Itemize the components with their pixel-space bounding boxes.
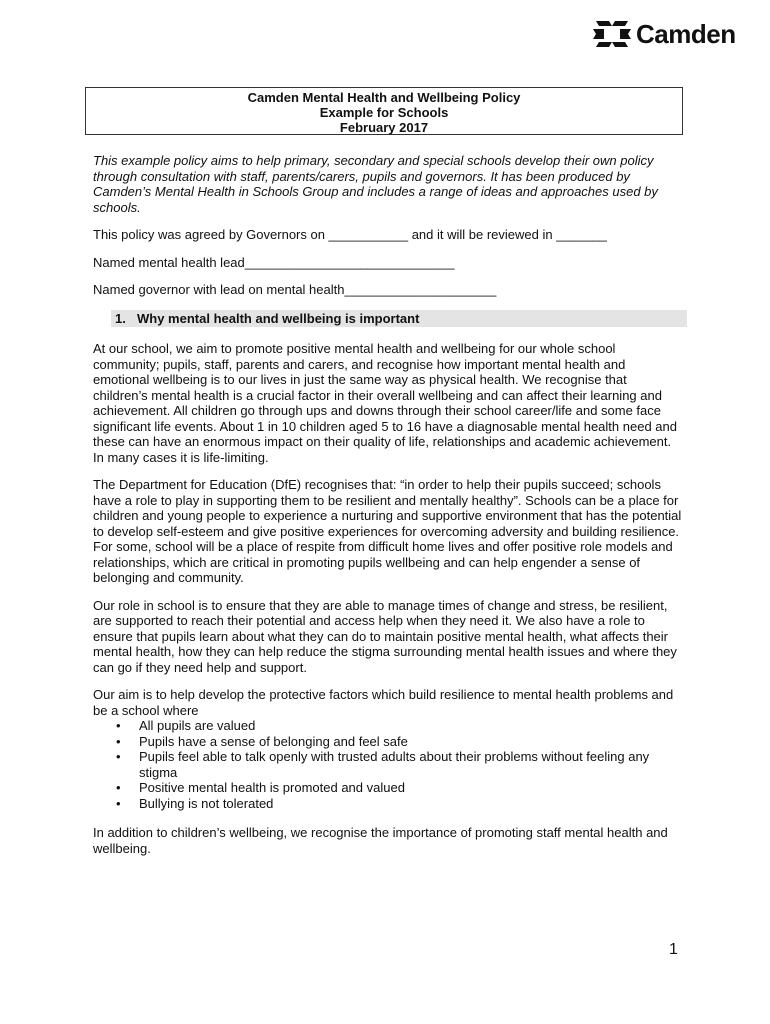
intro-paragraph: This example policy aims to help primary, secondary and special schools develop their own policy through consultation with staff, parents/carers, pupils and governors. It has been produced by Camden’s Mental Health in Schools Group and includes a range of ideas and approaches used by schools. [93, 153, 658, 215]
paragraph: Our role in school is to ensure that they are able to manage times of change and stress, be resilient, are supported to reach their potential and access help when they need it. We also have a role to ensure that pupils learn about what they can do to maintain positive mental health, what affects their mental health, how they can help reduce the stigma surrounding mental health issues and where they can go if they need help and support. [93, 597, 677, 675]
mental-health-lead-field: Named mental health lead_____________________________ [93, 254, 455, 270]
list-item: • Positive mental health is promoted and valued [139, 780, 683, 796]
paragraph: The Department for Education (DfE) recognises that: “in order to help their pupils succeed; schools have a role to play in supporting them to be resilient and mentally healthy”. Schools can be a place for children and young people to experience a nurturing and supportive environment that has the potential to develop self-esteem and give positive experiences for overcoming adversity and building resilience. For some, school will be a place of respite from difficult home lives and offer positive role models and relationships, which are critical in promoting pupils wellbeing and can help engender a sense of belonging and community. [93, 477, 682, 585]
list-item: • Pupils feel able to talk openly with trusted adults about their problems without feeling any stigma [139, 749, 683, 780]
section-heading [111, 310, 687, 328]
protective-factors-list [93, 718, 683, 811]
camden-logo [592, 18, 736, 50]
document-subtitle: Example for Schools [319, 105, 449, 120]
governor-lead-field: Named governor with lead on mental health_____________________ [93, 282, 497, 297]
document-title: Camden Mental Health and Wellbeing Policy [247, 90, 521, 105]
paragraph: At our school, we aim to promote positive mental health and wellbeing for our whole school community; pupils, staff, parents and carers, and recognise how important mental health and emotional wellbeing is to our lives in just the same way as physical health. We recognise that children’s mental health is a crucial factor in their overall wellbeing and can affect their learning and achievement. All children go through ups and downs through their school career/life and some face significant life events. About 1 in 10 children aged 5 to 16 have a diagnosable mental health need and these can have an enormous impact on their quality of life, relationships and academic achievement. In many cases it is life-limiting. [93, 341, 677, 465]
paragraph: In addition to children’s wellbeing, we recognise the importance of promoting staff mental health and wellbeing. [93, 825, 668, 856]
list-item: • Pupils have a sense of belonging and feel safe [139, 734, 683, 750]
list-item: • Bullying is not tolerated [139, 796, 683, 812]
list-item: • All pupils are valued [139, 718, 683, 734]
document-body [93, 153, 683, 868]
camden-logo-icon [592, 18, 632, 50]
section-title: Why mental health and wellbeing is important [137, 310, 420, 326]
governors-agreement-field: This policy was agreed by Governors on ___________ and it will be reviewed in _______ [93, 227, 607, 242]
page-number: 1 [669, 941, 678, 958]
section-number: 1. [115, 310, 126, 326]
document-date: February 2017 [339, 120, 429, 135]
logo-wordmark: Camden [636, 18, 736, 49]
document-title-box [85, 87, 683, 135]
paragraph: Our aim is to help develop the protective factors which build resilience to mental health problems and be a school where [93, 687, 674, 718]
